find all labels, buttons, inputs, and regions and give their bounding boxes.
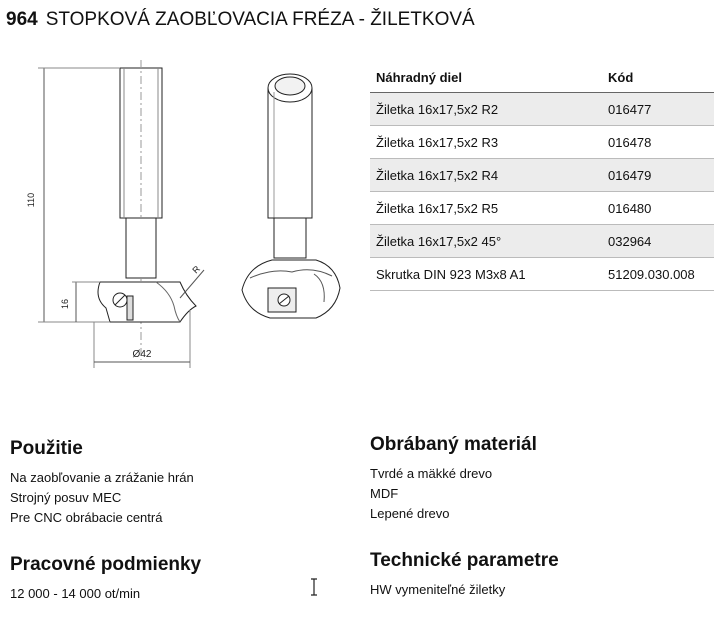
table-header-row xyxy=(370,62,714,93)
part-name: Žiletka 16x17,5x2 R5 xyxy=(370,192,602,225)
table-row xyxy=(370,159,714,192)
use-line: Strojný posuv MEC xyxy=(10,490,122,505)
part-code: 016479 xyxy=(602,159,714,192)
material-heading: Obrábaný materiál xyxy=(370,434,537,455)
material-line: Lepené drevo xyxy=(370,506,450,521)
part-code: 51209.030.008 xyxy=(602,258,714,291)
part-code: 032964 xyxy=(602,225,714,258)
use-line: Na zaobľovanie a zrážanie hrán xyxy=(10,470,194,485)
table-row xyxy=(370,225,714,258)
use-heading: Použitie xyxy=(10,438,83,459)
technical-line: HW vymeniteľné žiletky xyxy=(370,582,506,597)
conditions-heading: Pracovné podmienky xyxy=(10,554,202,575)
use-section xyxy=(10,438,194,528)
table-row xyxy=(370,126,714,159)
material-section xyxy=(370,434,537,524)
conditions-line: 12 000 - 14 000 ot/min xyxy=(10,586,141,601)
part-name: Skrutka DIN 923 M3x8 A1 xyxy=(370,258,602,291)
table-row xyxy=(370,192,714,225)
part-name: Žiletka 16x17,5x2 R3 xyxy=(370,126,602,159)
part-code: 016477 xyxy=(602,93,714,126)
table-row xyxy=(370,258,714,291)
material-line: MDF xyxy=(370,486,399,501)
column-header-code: Kód xyxy=(602,62,714,93)
technical-heading: Technické parametre xyxy=(370,550,559,571)
technical-drawing xyxy=(20,60,360,380)
dimension-small-label: 16 xyxy=(60,298,70,310)
material-line: Tvrdé a mäkké drevo xyxy=(370,466,493,481)
dimension-radius-label: R xyxy=(190,263,203,276)
side-view xyxy=(38,60,204,368)
product-title: STOPKOVÁ ZAOBĽOVACIA FRÉZA - ŽILETKOVÁ xyxy=(45,9,475,30)
column-header-part: Náhradný diel xyxy=(370,62,602,93)
technical-section xyxy=(370,550,559,600)
dimension-diameter-label: Ø42 xyxy=(132,349,152,360)
part-name: Žiletka 16x17,5x2 R2 xyxy=(370,93,602,126)
page-title xyxy=(6,9,475,31)
dimension-height-label: 110 xyxy=(26,192,36,208)
part-code: 016480 xyxy=(602,192,714,225)
spare-parts-table xyxy=(370,62,714,291)
text-cursor-icon xyxy=(309,578,319,596)
use-line: Pre CNC obrábacie centrá xyxy=(10,510,163,525)
product-number: 964 xyxy=(6,9,38,30)
conditions-section xyxy=(10,554,201,604)
part-code: 016478 xyxy=(602,126,714,159)
part-name: Žiletka 16x17,5x2 45° xyxy=(370,225,602,258)
perspective-view xyxy=(242,74,340,318)
table-row xyxy=(370,93,714,126)
part-name: Žiletka 16x17,5x2 R4 xyxy=(370,159,602,192)
